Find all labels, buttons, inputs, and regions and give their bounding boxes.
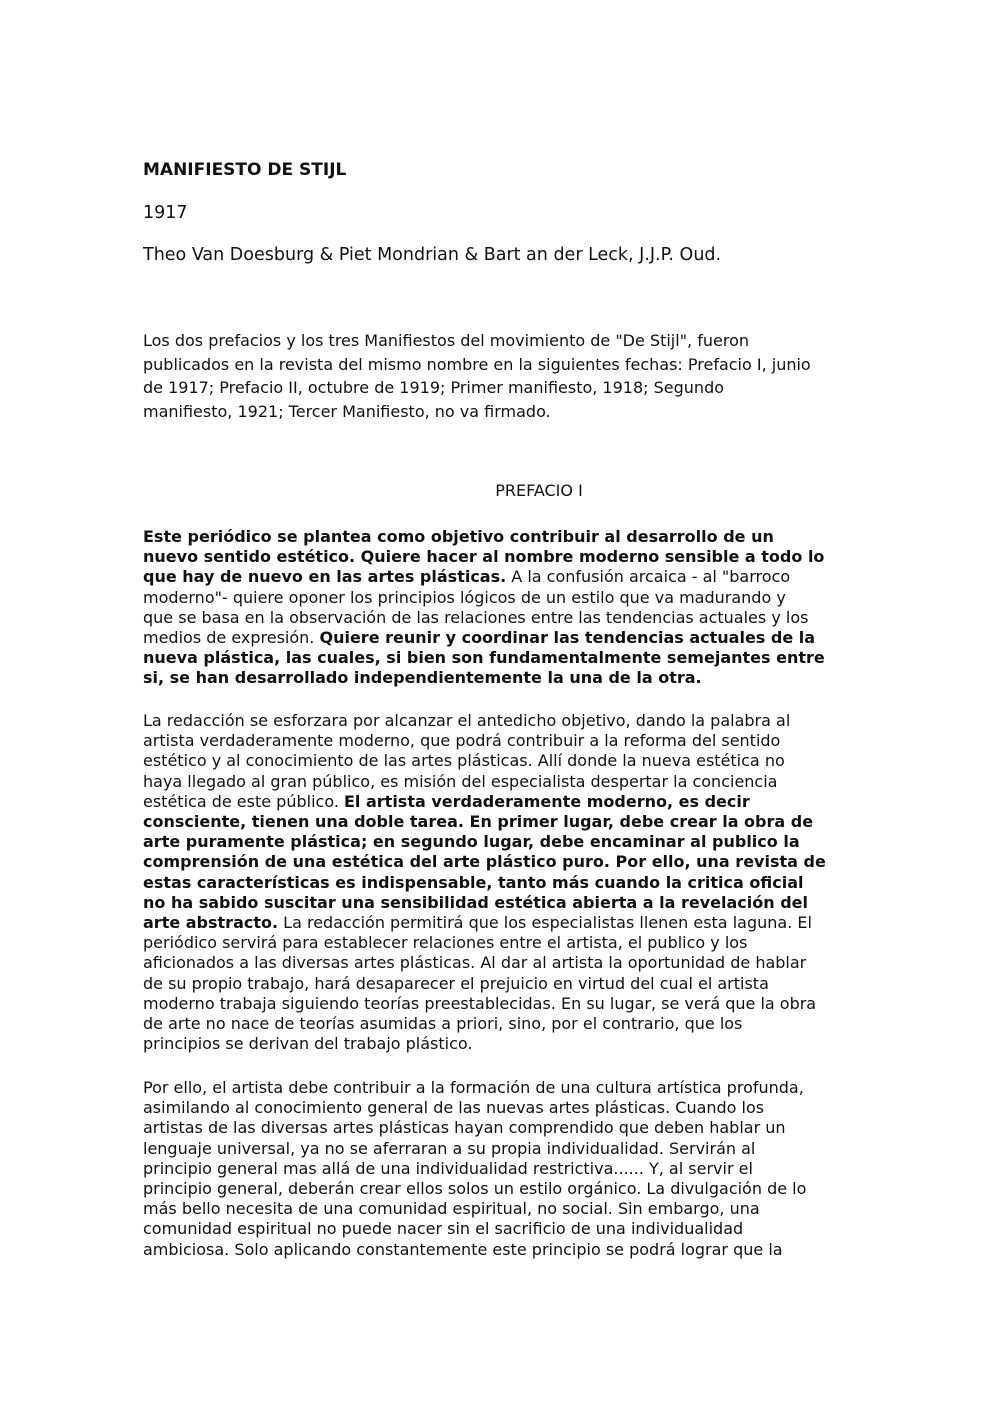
paragraph-line: moderno"- quiere oponer los principios lógicos de un estilo que va madurando y (143, 587, 786, 607)
text-run: La redacción permitirá que los especialistas llenen esta laguna. El (278, 913, 812, 933)
paragraph-line: Por ello, el artista debe contribuir a la formación de una cultura artística profunda, (143, 1078, 804, 1097)
intro-line: manifiesto, 1921; Tercer Manifiesto, no va firmado. (143, 401, 551, 421)
intro-line: Los dos prefacios y los tres Manifiestos del movimiento de "De Stijl", fueron (143, 331, 749, 350)
paragraph-line: principios se derivan del trabajo plástico. (143, 1034, 473, 1054)
paragraph-line: artistas de las diversas artes plásticas hayan comprendido que deben hablar un (143, 1118, 786, 1138)
text-run: medios de expresión. (143, 628, 320, 648)
paragraph-line: de arte no nace de teorías asumidas a priori, sino, por el contrario, que los (143, 1014, 743, 1034)
section-heading-prefacio-1: PREFACIO I (495, 481, 583, 500)
paragraph-line: haya llegado al gran público, es misión del especialista despertar la conciencia (143, 771, 778, 791)
paragraph-line (143, 567, 855, 587)
document-authors: Theo Van Doesburg & Piet Mondrian & Bart an der Leck, J.J.P. Oud. (143, 245, 722, 265)
paragraph-1 (143, 527, 855, 689)
paragraph-line: lenguaje universal, ya no se aferraran a su propia individualidad. Servirán al (143, 1138, 756, 1158)
bold-run: Quiere reunir y coordinar las tendencias actuales de la (319, 628, 816, 648)
paragraph-line: comunidad espiritual no puede nacer sin el sacrificio de una individualidad (143, 1219, 744, 1239)
paragraph-line: asimilando al conocimiento general de las nuevas artes plásticas. Cuando los (143, 1098, 765, 1118)
paragraph-line: periódico servirá para establecer relaciones entre el artista, el publico y los (143, 933, 748, 953)
text-run: A la confusión arcaica - al "barroco (506, 567, 791, 587)
intro-paragraph (143, 329, 855, 423)
paragraph-line: estético y al conocimiento de las artes plásticas. Allí donde la nueva estética no (143, 751, 785, 771)
text-run: estética de este público. (143, 791, 344, 811)
paragraph-line: nueva plástica, las cuales, si bien son fundamentalmente semejantes entre (143, 648, 825, 668)
paragraph-line: principio general mas allá de una individualidad restrictiva...... Y, al servir el (143, 1158, 753, 1178)
paragraph-2 (143, 711, 855, 1054)
paragraph-line: más bello necesita de una comunidad espiritual, no social. Sin embargo, una (143, 1199, 760, 1219)
paragraph-line: principio general, deberán crear ellos solos un estilo orgánico. La divulgación de lo (143, 1179, 807, 1199)
document-title: MANIFIESTO DE STIJL (143, 160, 347, 180)
paragraph-line (143, 913, 855, 933)
bold-run: que hay de nuevo en las artes plásticas. (143, 567, 507, 587)
bold-run: El artista verdaderamente moderno, es decir (344, 791, 750, 811)
paragraph-line: si, se han desarrollado independientemente la una de la otra. (143, 668, 702, 688)
intro-line: de 1917; Prefacio II, octubre de 1919; Primer manifiesto, 1918; Segundo (143, 378, 725, 398)
document-year: 1917 (143, 203, 188, 223)
paragraph-line: que se basa en la observación de las relaciones entre las tendencias actuales y los (143, 607, 809, 627)
paragraph-line (143, 792, 855, 812)
intro-line: publicados en la revista del mismo nombre en la siguientes fechas: Prefacio I, junio (143, 354, 811, 374)
paragraph-line: de su propio trabajo, hará desaparecer el prejuicio en virtud del cual el artista (143, 973, 769, 993)
paragraph-line: estas características es indispensable, tanto más cuando la critica oficial (143, 872, 804, 892)
paragraph-line: moderno trabaja siguiendo teorías preestablecidas. En su lugar, se verá que la obra (143, 993, 817, 1013)
bold-run: arte abstracto. (143, 913, 279, 933)
paragraph-line: artista verdaderamente moderno, que podrá contribuir a la reforma del sentido (143, 731, 781, 751)
paragraph-line: arte puramente plástica; en segundo lugar, debe encaminar al publico la (143, 832, 800, 852)
paragraph-3 (143, 1078, 855, 1260)
paragraph-line: consciente, tienen una doble tarea. En primer lugar, debe crear la obra de (143, 812, 814, 832)
paragraph-line: aficionados a las diversas artes plásticas. Al dar al artista la oportunidad de hablar (143, 953, 807, 973)
paragraph-line: comprensión de una estética del arte plástico puro. Por ello, una revista de (143, 852, 826, 872)
paragraph-line: no ha sabido suscitar una sensibilidad estética abierta a la revelación del (143, 892, 808, 912)
paragraph-line: ambiciosa. Solo aplicando constantemente este principio se podrá lograr que la (143, 1239, 783, 1259)
paragraph-line: Este periódico se plantea como objetivo contribuir al desarrollo de un (143, 527, 774, 546)
paragraph-line: nuevo sentido estético. Quiere hacer al nombre moderno sensible a todo lo (143, 547, 825, 567)
paragraph-line (143, 628, 855, 648)
paragraph-line: La redacción se esforzara por alcanzar el antedicho objetivo, dando la palabra al (143, 711, 791, 730)
